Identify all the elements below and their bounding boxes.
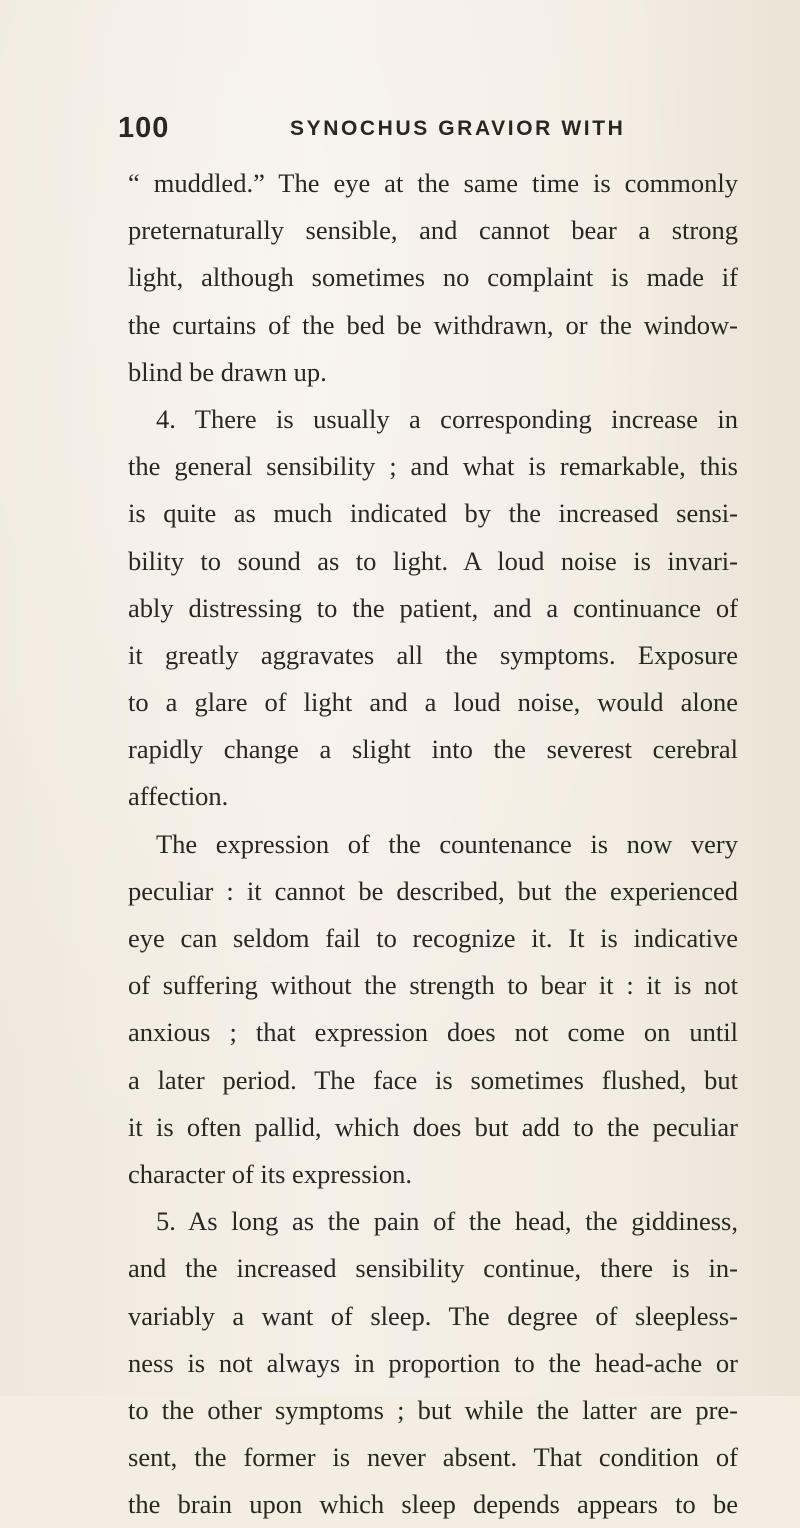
text-line: light, although sometimes no complaint is made if [128,262,738,293]
text-line: ably distressing to the patient, and a continuance of [128,592,738,623]
text-line: and the increased sensibility continue, there is in- [128,1253,738,1284]
text-line: it greatly aggravates all the symptoms. Exposure [128,639,738,670]
text-line: preternaturally sensible, and cannot bear a strong [128,215,738,246]
text-line: it is often pallid, which does but add to the peculiar [128,1111,738,1142]
running-title: SYNOCHUS GRAVIOR WITH [290,117,626,140]
text-line: to the other symptoms ; but while the latter are pre- [128,1394,738,1425]
text-line: anxious ; that expression does not come on until [128,1017,738,1048]
text-line: the general sensibility ; and what is remarkable, this [128,451,738,482]
text-line: blind be drawn up. [128,356,327,387]
text-line: peculiar : it cannot be described, but the experienced [128,875,738,906]
text-line: “ muddled.” The eye at the same time is commonly [128,168,738,198]
text-line: the curtains of the bed be withdrawn, or the window- [128,309,738,340]
text-line: eye can seldom fail to recognize it. It is indicative [128,923,738,953]
text-line: 5. As long as the pain of the head, the giddiness, [156,1206,738,1237]
text-line: rapidly change a slight into the severest cerebral [128,734,738,765]
running-head [118,112,718,152]
text-line: to a glare of light and a loud noise, would alone [128,687,738,718]
text-line: variably a want of sleep. The degree of sleepless- [128,1300,738,1331]
body-text [128,160,738,1528]
text-line: 4. There is usually a corresponding increase in [156,403,738,434]
text-line: sent, the former is never absent. That condition of [128,1442,738,1473]
text-line: a later period. The face is sometimes flushed, but [128,1064,738,1095]
text-line: bility to sound as to light. A loud noise is invari- [128,545,738,576]
text-line: the brain upon which sleep depends appears to be [128,1489,738,1520]
text-line: of suffering without the strength to bear it : it is not [128,970,738,1001]
text-line: is quite as much indicated by the increased sensi- [128,498,738,529]
text-line: character of its expression. [128,1158,413,1189]
text-line: affection. [128,781,229,812]
text-line: The expression of the countenance is now very [156,828,738,859]
text-line: ness is not always in proportion to the head-ache or [128,1347,738,1378]
page-number: 100 [118,112,170,144]
